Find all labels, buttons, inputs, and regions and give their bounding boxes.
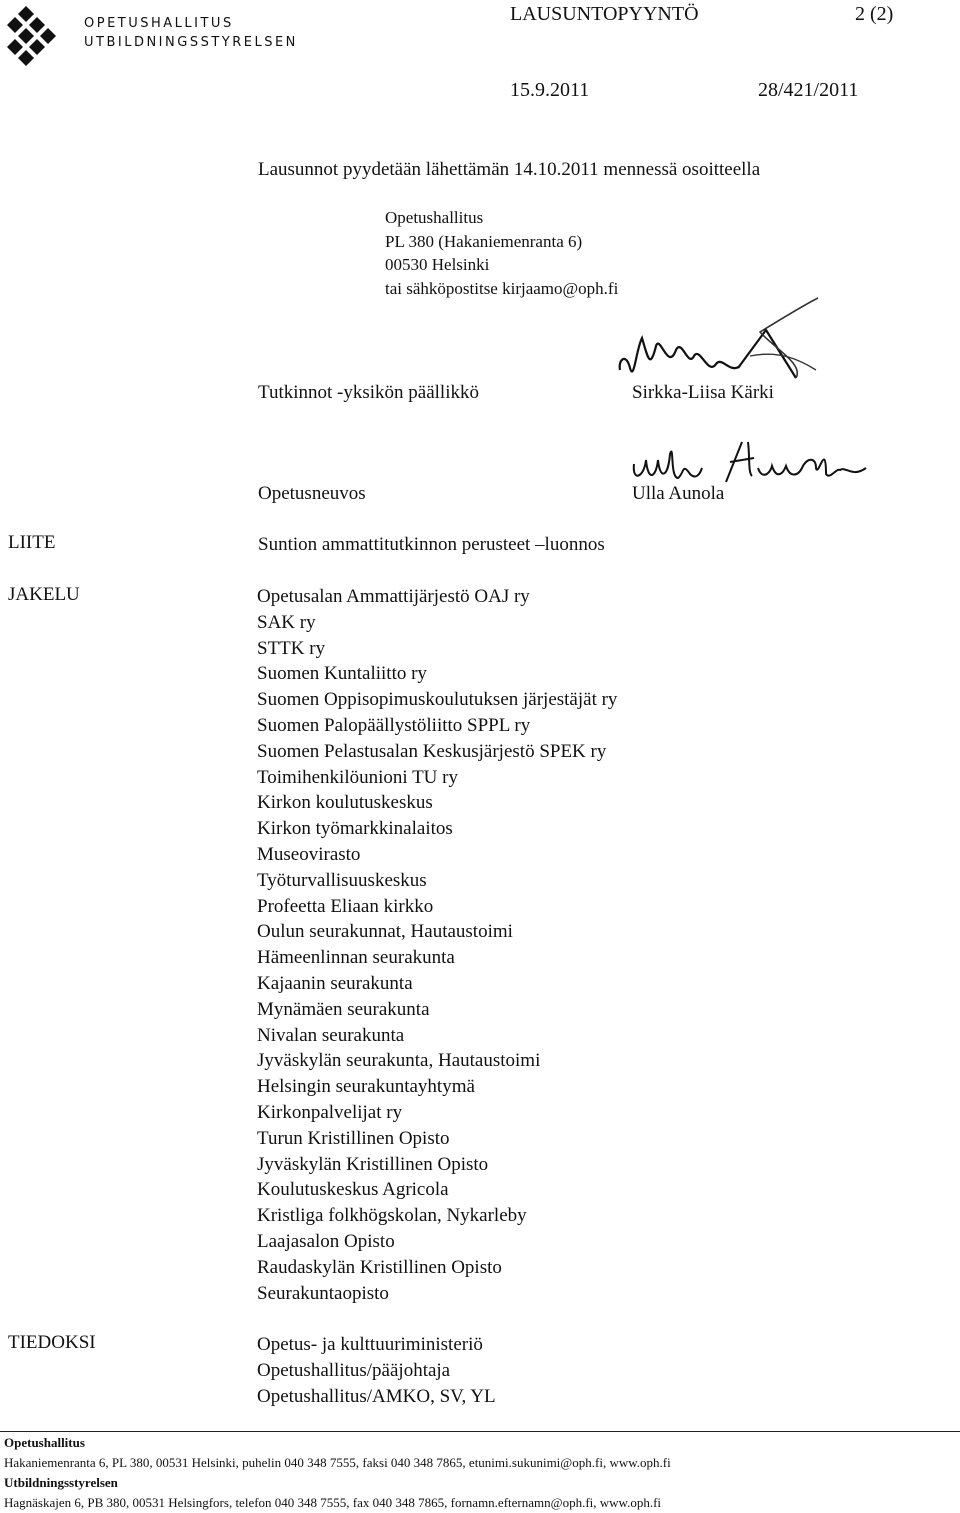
list-item: Profeetta Eliaan kirkko: [257, 895, 434, 917]
list-item: Oulun seurakunnat, Hautaustoimi: [257, 921, 513, 943]
footer-address-sv: Hagnäskajen 6, PB 380, 00531 Helsingfors, telefon 040 348 7555, fax 040 348 7865, fornamn.efternamn@oph.fi, www.oph.fi: [4, 1495, 662, 1510]
footer-org-sv: Utbildningsstyrelsen: [4, 1475, 118, 1490]
document-date: 15.9.2011: [510, 79, 590, 101]
tiedoksi-list: [257, 1332, 496, 1409]
list-item: SAK ry: [257, 611, 316, 633]
intro-text: Lausunnot pyydetään lähettämän 14.10.2011 mennessä osoitteella: [258, 159, 761, 180]
list-item: Kirkon työmarkkinalaitos: [257, 818, 453, 840]
oph-logo-icon: [2, 4, 74, 66]
list-item: Opetusalan Ammattijärjestö OAJ ry: [257, 586, 530, 607]
address-line: tai sähköpostitse kirjaamo@oph.fi: [385, 278, 619, 298]
list-item: Hämeenlinnan seurakunta: [257, 947, 455, 969]
jakelu-list: [257, 584, 617, 1306]
list-item: Suomen Pelastusalan Keskusjärjestö SPEK ry: [257, 740, 607, 762]
list-item: Nivalan seurakunta: [257, 1024, 405, 1046]
list-item: Kajaanin seurakunta: [257, 972, 413, 994]
jakelu-label: JAKELU: [8, 584, 80, 605]
footer-divider: [0, 1431, 960, 1432]
list-item: Suomen Kuntaliitto ry: [257, 663, 427, 685]
list-item: Suomen Palopäällystöliitto SPPL ry: [257, 714, 531, 736]
list-item: Raudaskylän Kristillinen Opisto: [257, 1256, 502, 1278]
liite-label: LIITE: [8, 532, 56, 553]
list-item: Opetus- ja kulttuuriministeriö: [257, 1334, 483, 1355]
signer-name: Ulla Aunola: [632, 483, 725, 504]
signer-name: Sirkka-Liisa Kärki: [632, 382, 774, 403]
footer-org-fi: Opetushallitus: [4, 1435, 85, 1450]
address-block: [385, 206, 618, 300]
page-number: 2 (2): [855, 3, 894, 25]
address-line: PL 380 (Hakaniemenranta 6): [385, 231, 583, 251]
list-item: Laajasalon Opisto: [257, 1230, 395, 1252]
list-item: Jyväskylän Kristillinen Opisto: [257, 1153, 489, 1175]
org-name-fi: OPETUSHALLITUS: [84, 16, 234, 31]
list-item: Museovirasto: [257, 843, 361, 865]
list-item: Opetushallitus/AMKO, SV, YL: [257, 1385, 496, 1407]
list-item: Opetushallitus/pääjohtaja: [257, 1359, 451, 1381]
signer-title: Opetusneuvos: [258, 483, 366, 504]
list-item: Mynämäen seurakunta: [257, 998, 430, 1020]
list-item: Toimihenkilöunioni TU ry: [257, 766, 458, 788]
address-line: 00530 Helsinki: [385, 255, 490, 274]
list-item: Jyväskylän seurakunta, Hautaustoimi: [257, 1050, 541, 1072]
footer-block: [4, 1433, 671, 1513]
tiedoksi-label: TIEDOKSI: [8, 1332, 96, 1353]
signer-title: Tutkinnot -yksikön päällikkö: [258, 382, 479, 403]
list-item: Koulutuskeskus Agricola: [257, 1179, 449, 1201]
org-name-sv: UTBILDNINGSSTYRELSEN: [84, 35, 298, 50]
list-item: STTK ry: [257, 637, 326, 659]
list-item: Suomen Oppisopimuskoulutuksen järjestäjät ry: [257, 689, 618, 711]
list-item: Helsingin seurakuntayhtymä: [257, 1076, 475, 1098]
liite-text: Suntion ammattitutkinnon perusteet –luonnos: [258, 534, 605, 555]
list-item: Turun Kristillinen Opisto: [257, 1127, 450, 1149]
list-item: Kirkon koulutuskeskus: [257, 792, 433, 814]
list-item: Kristliga folkhögskolan, Nykarleby: [257, 1205, 527, 1227]
list-item: Työturvallisuuskeskus: [257, 869, 427, 891]
list-item: Seurakuntaopisto: [257, 1282, 389, 1304]
document-type: LAUSUNTOPYYNTÖ: [510, 3, 699, 25]
address-line: Opetushallitus: [385, 208, 484, 227]
footer-address-fi: Hakaniemenranta 6, PL 380, 00531 Helsinki, puhelin 040 348 7555, faksi 040 348 7865, etunimi.sukunimi@oph.fi, www.oph.fi: [4, 1455, 671, 1470]
list-item: Kirkonpalvelijat ry: [257, 1101, 403, 1123]
reference-number: 28/421/2011: [758, 79, 859, 101]
